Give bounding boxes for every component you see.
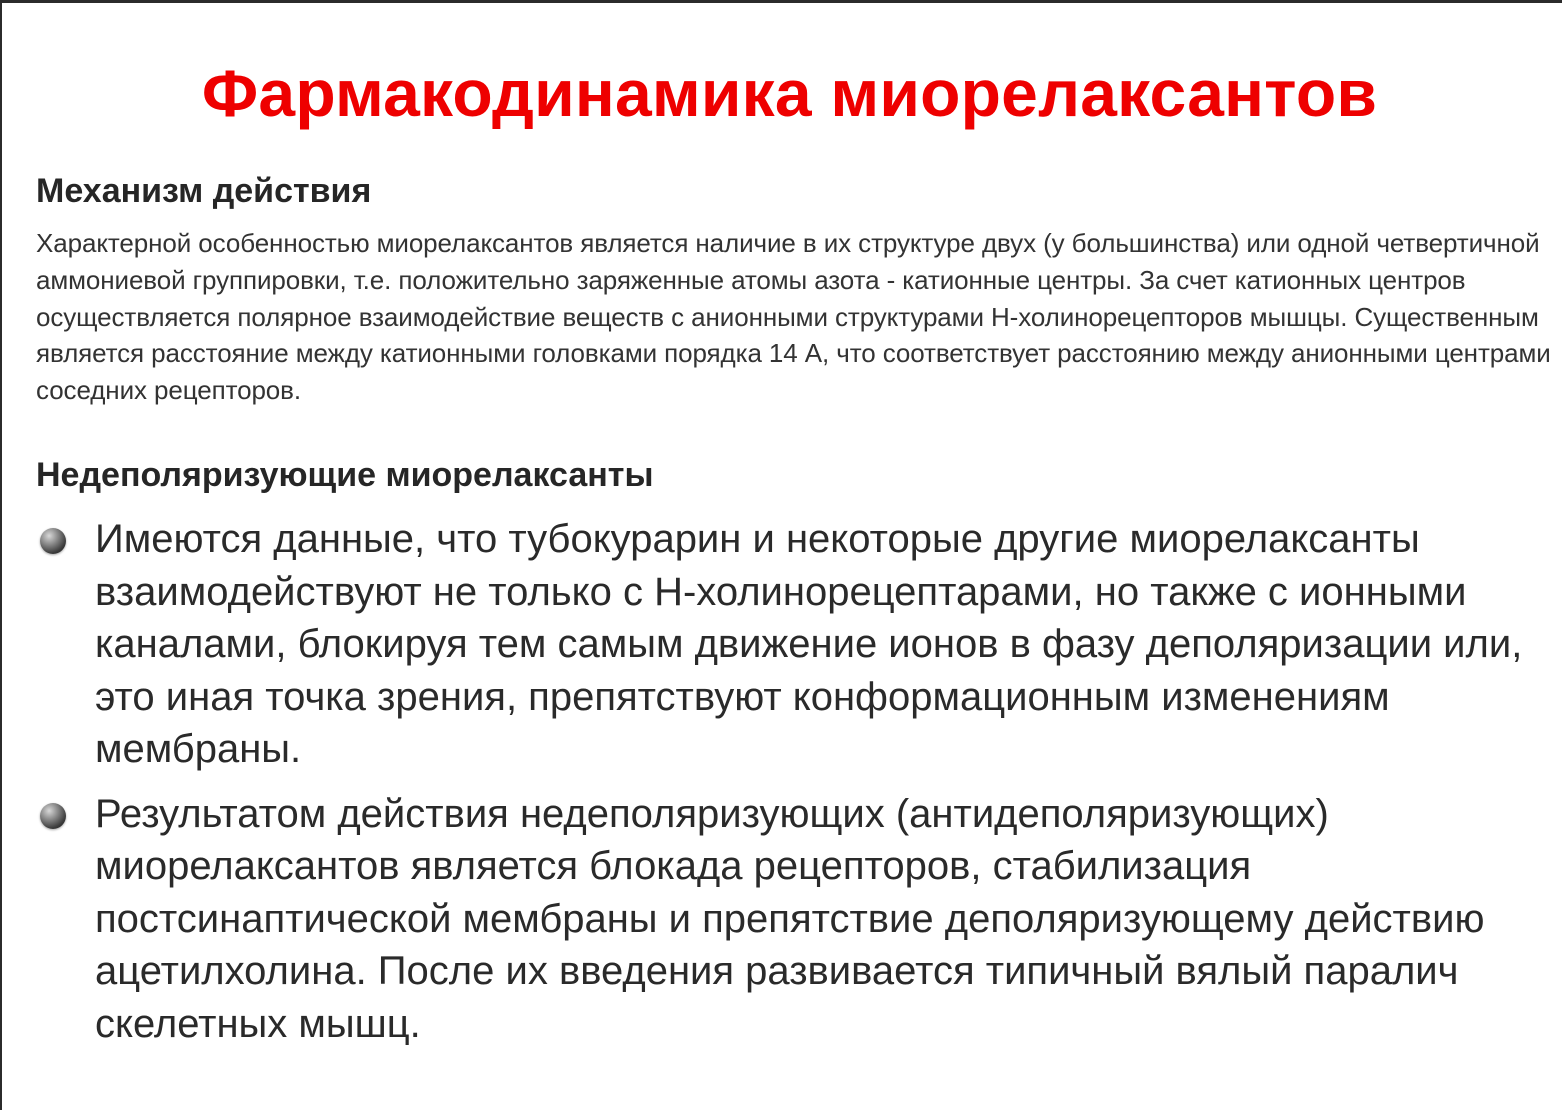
list-item	[2, 513, 1562, 776]
bullet-text: Имеются данные, что тубокурарин и некоторые другие миорелаксанты взаимодействуют не только с Н-холинорецептарами, но также с ионными каналами, блокируя тем самым движение ионов в фазу деполяризации или, это иная точка зрения, препятствуют конформационным изменениям мембраны.	[95, 517, 1523, 771]
sphere-bullet-icon	[40, 803, 66, 829]
mechanism-paragraph: Характерной особенностью миорелаксантов является наличие в их структуре двух (у большинства) или одной четвертичной аммониевой группировки, т.е. положительно заряженные атомы азота - катионные центры. За счет катионных центров осуществляется полярное взаимодействие веществ с анионными структурами Н-холинорецепторов мышцы. Существенным является расстояние между катионными головками порядка 14 А, что соответствует расстоянию между анионными центрами соседних рецепторов.	[36, 228, 1551, 406]
slide	[2, 3, 1562, 1110]
sphere-bullet-icon	[40, 528, 66, 554]
slide-title: Фармакодинамика миорелаксантов	[201, 56, 1378, 130]
list-item	[2, 788, 1562, 1051]
section-heading-nondepolarizing: Недеполяризующие миорелаксанты	[36, 456, 654, 494]
bullet-list	[2, 513, 1562, 1062]
section-heading-mechanism: Механизм действия	[36, 172, 372, 210]
bullet-text: Результатом действия недеполяризующих (антидеполяризующих) миорелаксантов является блокада рецепторов, стабилизация постсинаптической мембраны и препятствие деполяризующему действию ацетилхолина. После их введения развивается типичный вялый паралич скелетных мышц.	[95, 791, 1485, 1046]
